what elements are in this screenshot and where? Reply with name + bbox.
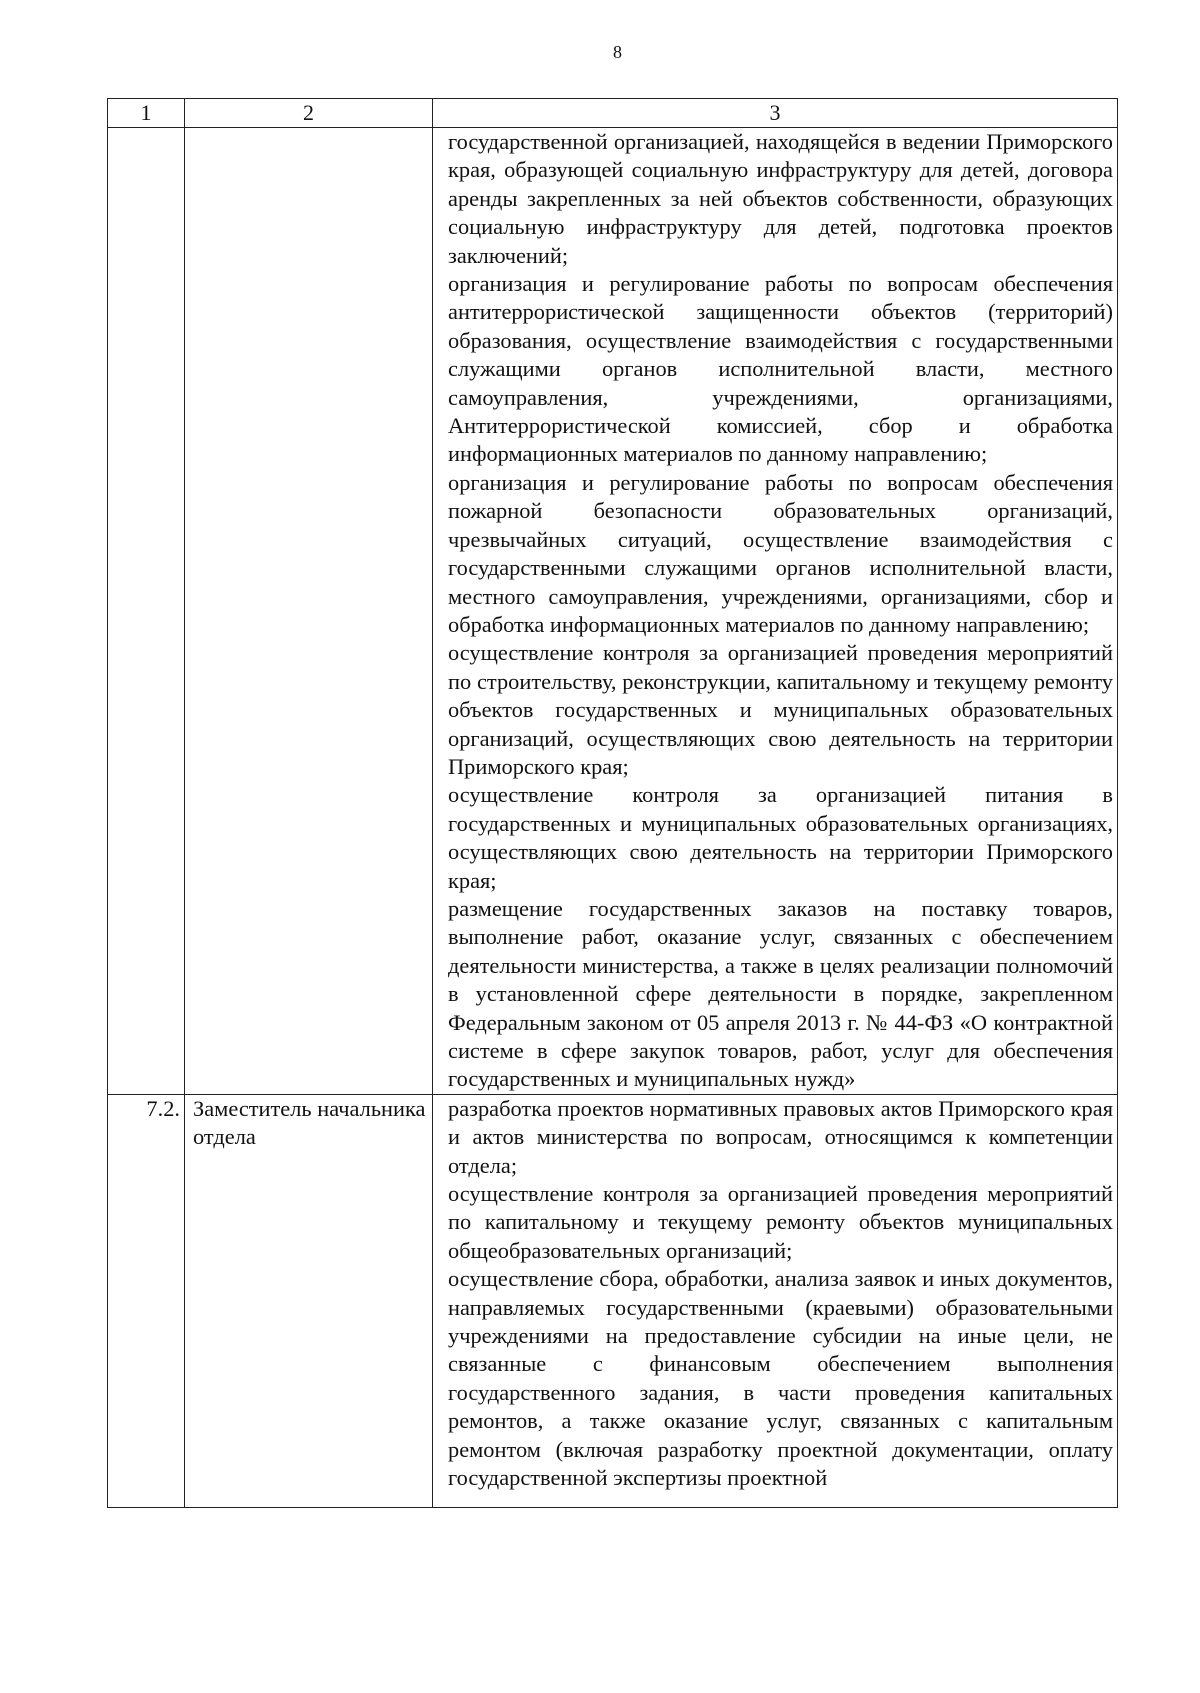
table-header-row <box>108 99 1118 128</box>
column-header-duties: 3 <box>433 99 1118 128</box>
position-cell <box>185 128 433 1095</box>
duties-cell <box>433 128 1118 1095</box>
page-number: 8 <box>613 42 622 62</box>
column-header-position: 2 <box>185 99 433 128</box>
duty-paragraph: размещение государственных заказов на поставку товаров, выполнение работ, оказание услуг, связанных с обеспечением деятельности министерства, а также в целях реализации полномочий в установленной сфере деятельности в порядке, закрепленном Федеральным законом от 05 апреля 2013 г. № 44-ФЗ «О контрактной системе в сфере закупок товаров, работ, услуг для обеспечения государственных и муниципальных нужд» <box>448 895 1113 1092</box>
duty-paragraph: организация и регулирование работы по вопросам обеспечения пожарной безопасности образовательных организаций, чрезвычайных ситуаций, осуществление взаимодействия с государственными служащими органов исполнительной власти, местного самоуправления, учреждениями, организациями, сбор и обработка информационных материалов по данному направлению; <box>448 469 1113 637</box>
table-row <box>108 1094 1118 1507</box>
duty-paragraph: осуществление контроля за организацией проведения мероприятий по капитальному и текущему ремонту объектов муниципальных общеобразовательных организаций; <box>448 1181 1113 1263</box>
duty-paragraph: осуществление сбора, обработки, анализа заявок и иных документов, направляемых государственными (краевыми) образовательными учреждениями на предоставление субсидии на иные цели, не связанные с финансовым обеспечением выполнения государственного задания, в части проведения капитальных ремонтов, а также оказание услуг, связанных с капитальным ремонтом (включая разработку проектной документации, оплату государственной экспертизы проектной <box>448 1266 1113 1491</box>
duty-paragraph: государственной организацией, находящейся в ведении Приморского края, образующей социальную инфраструктуру для детей, договора аренды закрепленных за ней объектов собственности, образующих социальную инфраструктуру для детей, подготовка проектов заключений; <box>448 129 1113 268</box>
table-row <box>108 128 1118 1095</box>
row-number-cell: 7.2. <box>108 1094 185 1507</box>
duties-table <box>107 98 1118 1508</box>
duty-paragraph: организация и регулирование работы по вопросам обеспечения антитеррористической защищенности объектов (территорий) образования, осуществление взаимодействия с государственными служащими органов исполнительной власти, местного самоуправления, учреждениями, организациями, Антитеррористической комиссией, сбор и обработка информационных материалов по данному направлению; <box>448 271 1113 467</box>
duties-cell <box>433 1094 1118 1507</box>
duty-paragraph: осуществление контроля за организацией питания в государственных и муниципальных образовательных организациях, осуществляющих свою деятельность на территории Приморского края; <box>448 782 1113 893</box>
duty-paragraph: осуществление контроля за организацией проведения мероприятий по строительству, реконструкции, капитальному и текущему ремонту объектов государственных и муниципальных образовательных организаций, осуществляющих свою деятельность на территории Приморского края; <box>448 640 1113 779</box>
duty-paragraph: разработка проектов нормативных правовых актов Приморского края и актов министерства по вопросам, относящимся к компетенции отдела; <box>448 1095 1113 1178</box>
row-number-cell <box>108 128 185 1095</box>
position-cell: Заместитель начальника отдела <box>185 1094 433 1507</box>
column-header-number: 1 <box>108 99 185 128</box>
